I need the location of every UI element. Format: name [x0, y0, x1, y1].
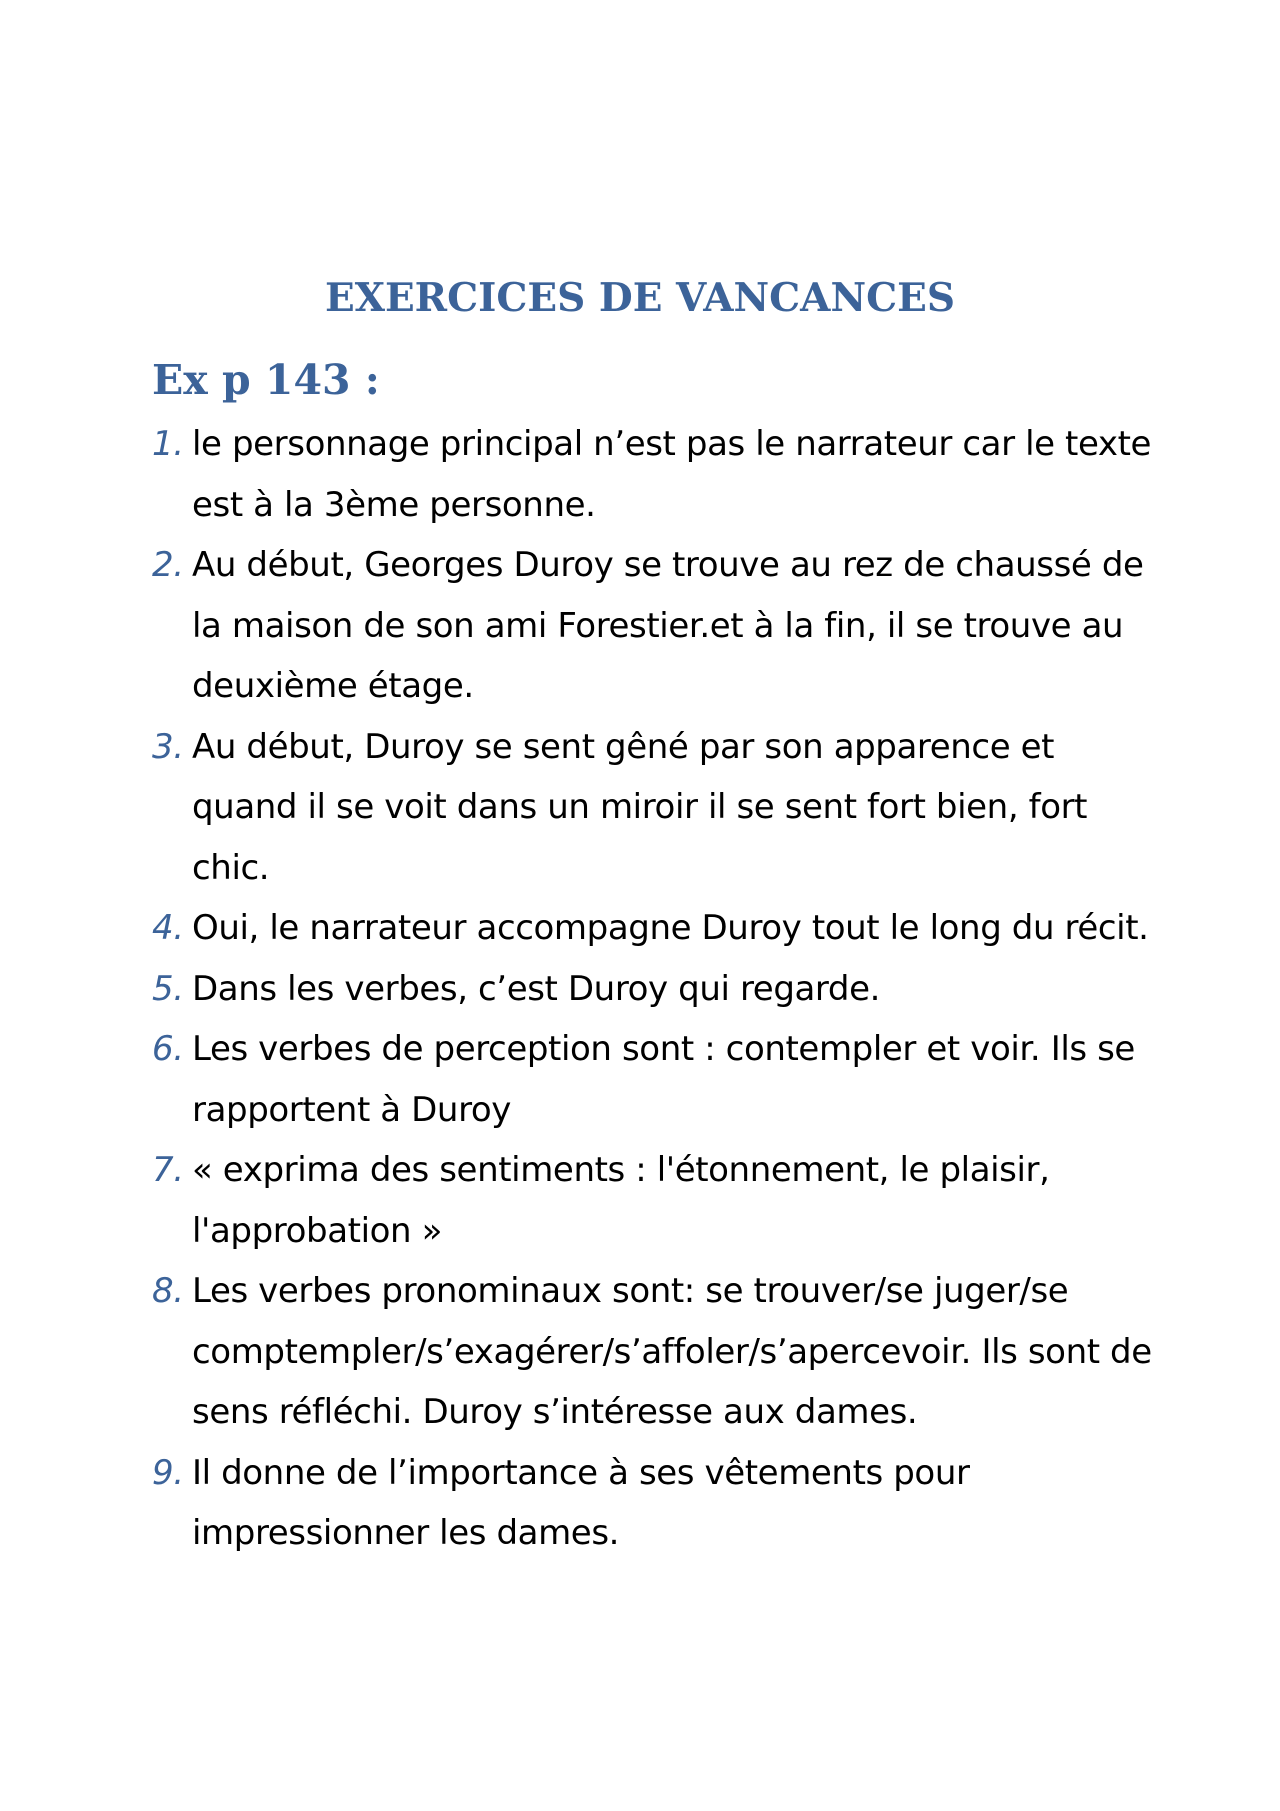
list-item — [152, 717, 1152, 899]
item-number: 1. — [152, 424, 184, 464]
item-text: Oui, le narrateur accompagne Duroy tout le long du récit. — [192, 908, 1149, 948]
document-title: EXERCICES DE VANCANCES — [324, 275, 956, 321]
list-item — [152, 1261, 1152, 1443]
item-number: 6. — [152, 1029, 184, 1069]
item-number: 3. — [152, 726, 184, 767]
item-text: Au début, Georges Duroy se trouve au rez de chaussé de la maison de son ami Forestier.et à la fin, il se trouve au deuxième étage. — [192, 545, 1144, 706]
list-item — [152, 1019, 1152, 1140]
item-text: Au début, Duroy se sent gêné par son apparence et quand il se voit dans un miroir il se sent fort bien, fort chic. — [192, 726, 1088, 888]
item-number: 2. — [152, 545, 184, 585]
item-number: 4. — [152, 908, 184, 948]
item-number: 7. — [152, 1150, 184, 1190]
list-item — [152, 1443, 1152, 1564]
list-item — [152, 959, 1152, 1020]
list-item — [152, 1140, 1152, 1261]
item-text: Il donne de l’importance à ses vêtements pour impressionner les dames. — [192, 1452, 970, 1553]
item-text: Les verbes pronominaux sont: se trouver/se juger/se comptempler/s’exagérer/s’affoler/s’apercevoir. Ils sont de sens réfléchi. Duroy s’intéresse aux dames. — [192, 1271, 1152, 1432]
answer-list — [152, 414, 1152, 1564]
item-text: « exprima des sentiments : l'étonnement, le plaisir, l'approbation » — [192, 1150, 1050, 1251]
item-number: 8. — [152, 1271, 184, 1311]
item-text: Les verbes de perception sont : contempler et voir. Ils se rapportent à Duroy — [192, 1029, 1135, 1130]
list-item — [152, 414, 1152, 535]
list-item — [152, 898, 1152, 959]
section-heading: Ex p 143 : — [152, 356, 380, 404]
item-text: Dans les verbes, c’est Duroy qui regarde. — [192, 968, 881, 1009]
list-item — [152, 535, 1152, 717]
item-text: le personnage principal n’est pas le narrateur car le texte est à la 3ème personne. — [192, 424, 1152, 525]
item-number: 9. — [152, 1452, 184, 1493]
item-number: 5. — [152, 968, 184, 1009]
